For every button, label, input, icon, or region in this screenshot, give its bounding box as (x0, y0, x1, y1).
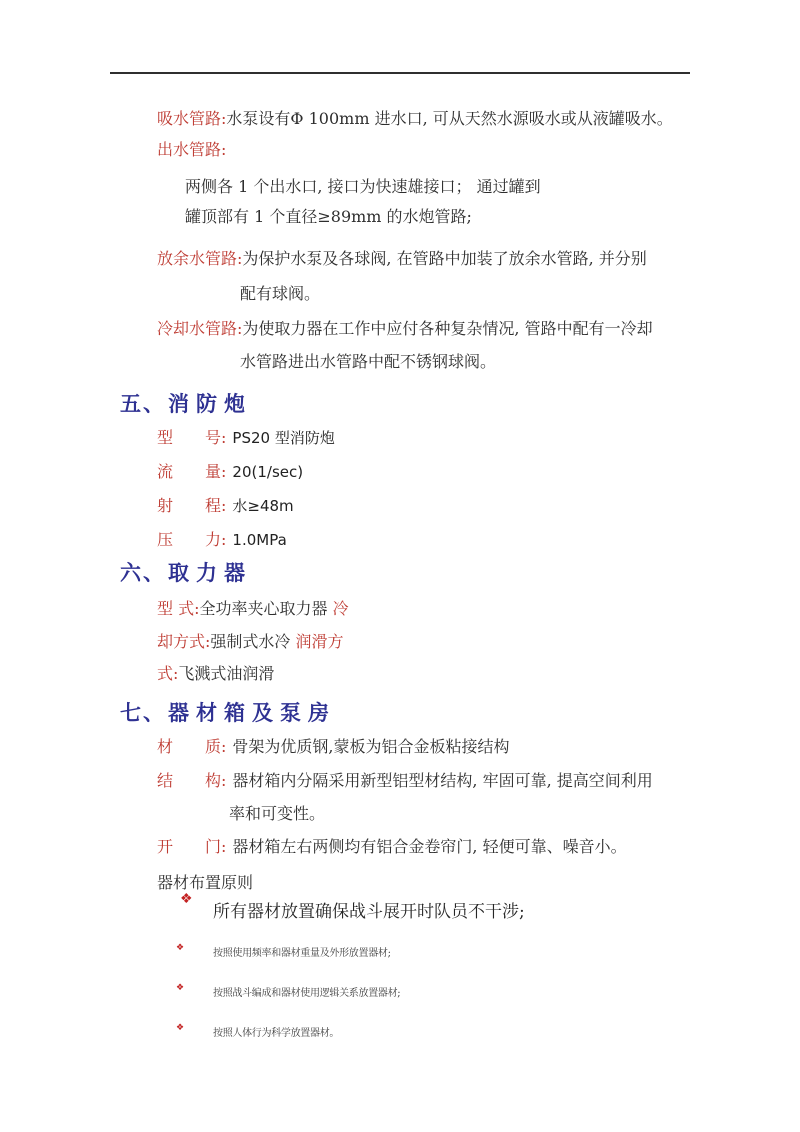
spec-label-structure: 结 构: (157, 771, 227, 790)
section7-number: 七、 (120, 700, 166, 725)
spec-label-door: 开 门: (157, 837, 227, 856)
spec-row-structure (157, 771, 653, 791)
section7-title: 器材箱及泵房 (168, 700, 336, 725)
drain-pipeline-line-1 (157, 249, 647, 269)
spec-value-material: 骨架为优质钢,蒙板为铝合金板粘接结构 (232, 737, 510, 756)
section6-heading (120, 560, 252, 585)
pto-line-1-text: 全功率夹心取力器 (199, 599, 328, 618)
pto-line-3 (157, 664, 274, 684)
outlet-detail-line-2: 罐顶部有 1 个直径≥89mm 的水炮管路; (185, 207, 472, 226)
spec-row-model (157, 428, 335, 448)
pto-line-2-wrap-label: 润滑方 (290, 632, 344, 651)
principles-heading: 器材布置原则 (157, 873, 254, 892)
spec-value-structure-cont: 率和可变性。 (229, 804, 326, 823)
spec-label-pressure: 压 力: (157, 530, 227, 549)
pto-line-1-label: 型 式: (157, 599, 200, 618)
cooling-pipeline-label: 冷却水管路: (157, 319, 243, 338)
spec-row-pressure (157, 530, 287, 550)
cooling-pipeline-text: 为使取力器在工作中应付各种复杂情况, 管路中配有一冷却 (242, 319, 653, 338)
outlet-pipeline-label: 出水管路: (157, 140, 227, 159)
pto-line-3-text: 飞溅式油润滑 (178, 664, 275, 683)
spec-value-model: PS20 型消防炮 (232, 429, 335, 447)
section5-heading (120, 391, 252, 416)
principle-item-3: 按照战斗编成和器材使用逻辑关系放置器材; (213, 988, 401, 999)
section6-number: 六、 (120, 560, 166, 585)
pto-line-1 (157, 599, 349, 619)
cooling-pipeline-line-1 (157, 319, 653, 339)
pto-line-2-label: 却方式: (157, 632, 211, 651)
spec-value-range: 水≥48m (232, 497, 294, 515)
header-rule (110, 72, 690, 74)
diamond-bullet-icon: ❖ (176, 1023, 185, 1033)
section7-heading (120, 700, 336, 725)
spec-value-structure: 器材箱内分隔采用新型铝型材结构, 牢固可靠, 提高空间利用 (232, 771, 653, 790)
pto-line-2-text: 强制式水冷 (210, 632, 291, 651)
spec-label-flow: 流 量: (157, 462, 227, 481)
cooling-pipeline-line-2: 水管路进出水管路中配不锈钢球阀。 (240, 352, 497, 371)
diamond-bullet-icon: ❖ (180, 891, 193, 907)
principle-item-2: 按照使用频率和器材重量及外形放置器材; (213, 948, 391, 959)
spec-row-range (157, 496, 294, 516)
spec-value-pressure: 1.0MPa (232, 531, 287, 549)
diamond-bullet-icon: ❖ (176, 983, 185, 993)
outlet-detail-line-1: 两侧各 1 个出水口, 接口为快速雄接口； 通过罐到 (185, 177, 541, 196)
spec-label-material: 材 质: (157, 737, 227, 756)
pto-line-1-wrap-label: 冷 (327, 599, 349, 618)
section6-title: 取力器 (168, 560, 252, 585)
spec-row-door (157, 837, 627, 857)
pto-line-3-label: 式: (157, 664, 179, 683)
spec-label-model: 型 号: (157, 428, 227, 447)
outlet-pipeline-line (157, 140, 226, 160)
suction-pipeline-label: 吸水管路: (157, 109, 227, 128)
pto-line-2 (157, 632, 344, 652)
drain-pipeline-text: 为保护水泵及各球阀, 在管路中加装了放余水管路, 并分别 (242, 249, 647, 268)
drain-pipeline-line-2: 配有球阀。 (240, 284, 321, 303)
diamond-bullet-icon: ❖ (176, 943, 185, 953)
spec-row-flow (157, 462, 303, 482)
suction-pipeline-line (157, 109, 673, 129)
drain-pipeline-label: 放余水管路: (157, 249, 243, 268)
section5-title: 消防炮 (168, 391, 252, 416)
principle-item-4: 按照人体行为科学放置器材。 (213, 1028, 340, 1039)
section5-number: 五、 (120, 391, 166, 416)
spec-value-door: 器材箱左右两侧均有铝合金卷帘门, 轻便可靠、噪音小。 (232, 837, 627, 856)
spec-row-material (157, 737, 510, 757)
suction-pipeline-text: 水泵设有Φ 100mm 进水口, 可从天然水源吸水或从液罐吸水。 (226, 109, 673, 128)
principle-item-1: 所有器材放置确保战斗展开时队员不干涉; (213, 902, 525, 922)
spec-label-range: 射 程: (157, 496, 227, 515)
spec-value-flow: 20(1/sec) (232, 463, 304, 481)
